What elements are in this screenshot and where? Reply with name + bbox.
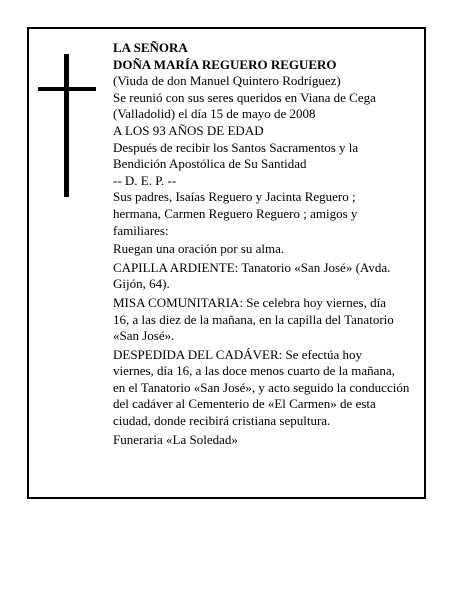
dep-line: -- D. E. P. -- bbox=[113, 172, 177, 188]
prayer-line: Ruegan una oración por su alma. bbox=[113, 241, 285, 257]
farewell-line-5: ciudad, donde recibirá cristiana sepultura. bbox=[113, 413, 331, 429]
family-line-2: hermana, Carmen Reguero Reguero ; amigos y bbox=[113, 205, 358, 221]
cross-icon bbox=[64, 54, 69, 197]
mass-line-2: 16, a las diez de la mañana, en la capilla del Tanatorio bbox=[113, 311, 394, 327]
cross-bar-icon bbox=[38, 87, 96, 91]
title-line-1: LA SEÑORA bbox=[113, 40, 188, 55]
chapel-line-2: Gijón, 64). bbox=[113, 276, 170, 292]
farewell-line-4: del cadáver al Cementerio de «El Carmen» de esta bbox=[113, 396, 376, 412]
sacraments-line-1: Después de recibir los Santos Sacramentos y la bbox=[113, 139, 359, 155]
obituary-text bbox=[113, 40, 413, 448]
funeral-home-line: Funeraria «La Soledad» bbox=[113, 431, 238, 447]
farewell-line-1: DESPEDIDA DEL CADÁVER: Se efectúa hoy bbox=[113, 346, 363, 362]
age-line: A LOS 93 AÑOS DE EDAD bbox=[113, 122, 264, 138]
family-line-1: Sus padres, Isaías Reguero y Jacinta Reguero ; bbox=[113, 189, 356, 205]
death-line-1: Se reunió con sus seres queridos en Viana de Cega bbox=[113, 89, 376, 105]
widow-line: (Viuda de don Manuel Quintero Rodríguez) bbox=[113, 73, 341, 89]
deceased-name: DOÑA MARÍA REGUERO REGUERO bbox=[113, 56, 337, 72]
mass-line-3: «San José». bbox=[113, 328, 175, 344]
death-line-2: (Valladolid) el día 15 de mayo de 2008 bbox=[113, 106, 316, 122]
mass-line-1: MISA COMUNITARIA: Se celebra hoy viernes, día bbox=[113, 294, 386, 310]
chapel-line-1: CAPILLA ARDIENTE: Tanatorio «San José» (Avda. bbox=[113, 259, 391, 275]
farewell-line-2: viernes, día 16, a las doce menos cuarto de la mañana, bbox=[113, 363, 395, 379]
family-line-3: familiares: bbox=[113, 222, 169, 238]
farewell-line-3: en el Tanatorio «San José», y acto seguido la conducción bbox=[113, 379, 410, 395]
sacraments-line-2: Bendición Apostólica de Su Santidad bbox=[113, 156, 307, 172]
